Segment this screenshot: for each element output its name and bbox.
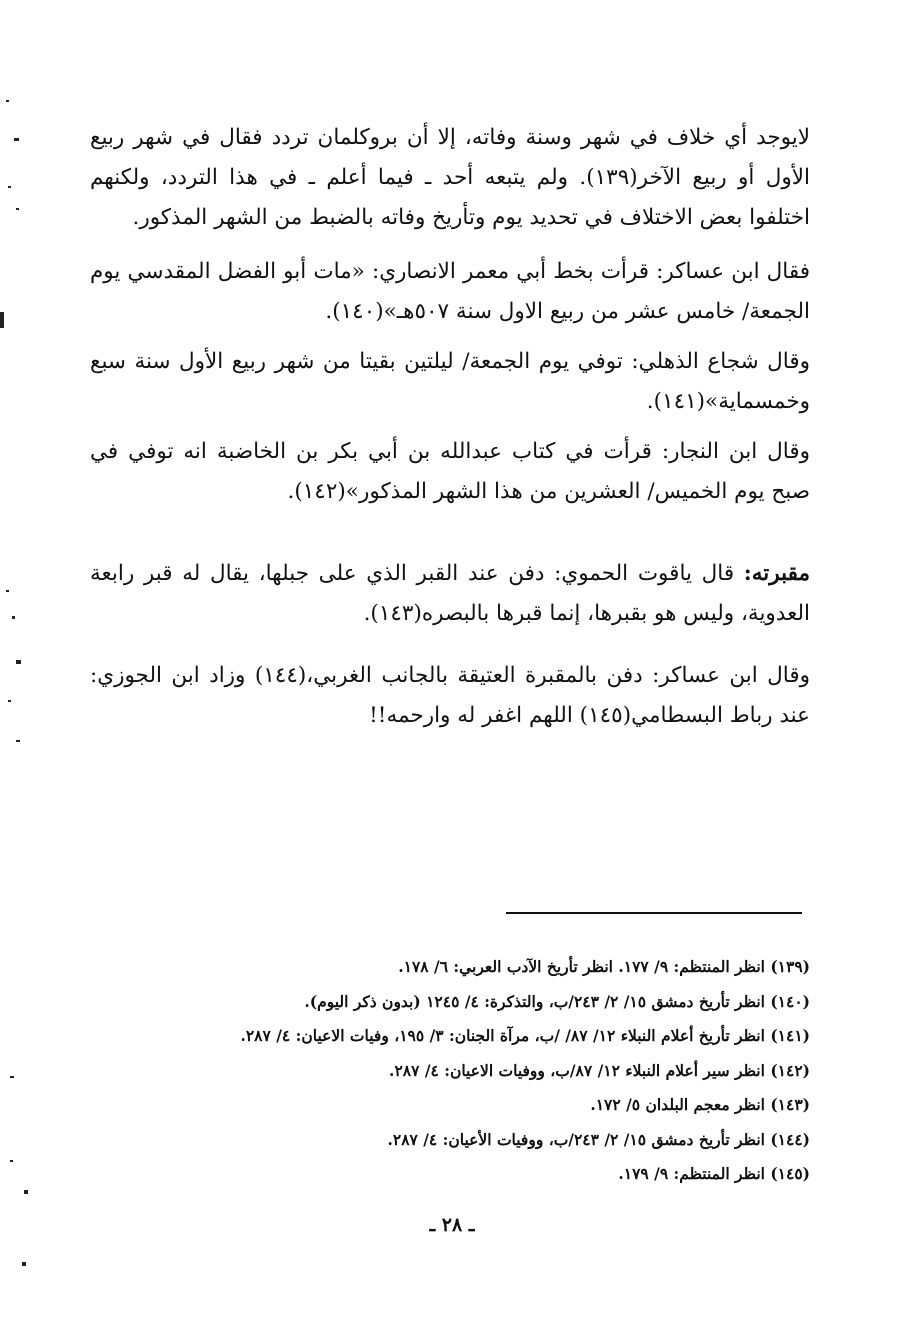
paragraph-burial-text: قال ياقوت الحموي: دفن عند القبر الذي على جبلها، يقال له قبر رابعة العدوية، وليس هو بقبرها، إنما قبرها بالبصره(١٤٣). (90, 561, 810, 626)
footnotes-section (90, 950, 810, 1192)
scan-speck (0, 312, 4, 328)
footnote-separator-line (506, 912, 802, 914)
scan-speck (8, 186, 11, 188)
footnote-140: (١٤٠) انظر تأريخ دمشق ١٥/ ٢/ ٢٤٣/ب، والتذكرة: ٤/ ١٢٤٥ (بدون ذكر اليوم). (304, 991, 810, 1011)
scan-speck (24, 1190, 28, 1194)
scan-speck (12, 616, 15, 619)
footnote-144: (١٤٤) انظر تأريخ دمشق ١٥/ ٢/ ٢٤٣/ب، ووفيات الأعيان: ٤/ ٢٨٧. (387, 1129, 810, 1149)
paragraph-ibn-al-najjar: وقال ابن النجار: قرأت في كتاب عبدالله بن أبي بكر بن الخاضبة انه توفي في صبح يوم الخميس/ العشرين من هذا الشهر المذكور»(١٤٢). (90, 439, 810, 504)
footnote-141: (١٤١) انظر تأريخ أعلام النبلاء ١٢/ ٨٧/ /ب، مرآة الجنان: ٣/ ١٩٥، وفيات الاعيان: ٤/ ٢٨٧. (240, 1026, 810, 1045)
main-text-body (90, 118, 810, 736)
scan-speck (22, 1262, 26, 1266)
scan-speck (6, 590, 9, 592)
page-number: ـ ٢٨ ـ (429, 1214, 475, 1236)
paragraph-ibn-asakir: فقال ابن عساكر: قرأت بخط أبي معمر الانصاري: «مات أبو الفضل المقدسي يوم الجمعة/ خامس عشر من ربيع الاول سنة ٥٠٧هـ»(١٤٠). (90, 259, 810, 324)
scan-speck (14, 138, 19, 141)
paragraph-shuja-al-dhuhli: وقال شجاع الذهلي: توفي يوم الجمعة/ ليلتين بقيتا من شهر ربيع الأول سنة سبع وخمسماية»(١٤١). (90, 349, 810, 414)
paragraph-death-date: لايوجد أي خلاف في شهر وسنة وفاته، إلا أن بروكلمان تردد فقال في شهر ربيع الأول أو ربيع الآخر(١٣٩). ولم يتبعه أحد ـ فيما أعلم ـ في هذا التردد، ولكنهم اختلفوا بعض الاختلاف في تحديد يوم وتأريخ وفاته بالضبط من الشهر المذكور. (90, 125, 810, 230)
scan-speck (6, 100, 9, 102)
paragraph-burial-ibn-asakir: وقال ابن عساكر: دفن بالمقبرة العتيقة بالجانب الغربي،(١٤٤) وزاد ابن الجوزي: عند رباط البسطامي(١٤٥) اللهم اغفر له وارحمه!! (90, 663, 810, 728)
scan-speck (10, 1160, 13, 1162)
scan-speck (16, 740, 20, 742)
footnote-142: (١٤٢) انظر سير أعلام النبلاء ١٢/ ٨٧/ب، ووفيات الاعيان: ٤/ ٢٨٧. (389, 1060, 810, 1080)
scan-speck (16, 208, 19, 210)
footnote-143: (١٤٣) انظر معجم البلدان ٥/ ١٧٢. (590, 1095, 810, 1114)
footnote-145: (١٤٥) انظر المنتظم: ٩/ ١٧٩. (618, 1164, 810, 1183)
scan-speck (10, 1076, 14, 1078)
scan-speck (16, 660, 21, 664)
scan-speck (8, 700, 11, 702)
paragraph-burial-place (90, 554, 810, 634)
footnote-139: (١٣٩) انظر المنتظم: ٩/ ١٧٧. انظر تأريخ الآدب العربي: ٦/ ١٧٨. (398, 957, 810, 976)
section-heading-burial: مقبرته: (743, 561, 810, 586)
